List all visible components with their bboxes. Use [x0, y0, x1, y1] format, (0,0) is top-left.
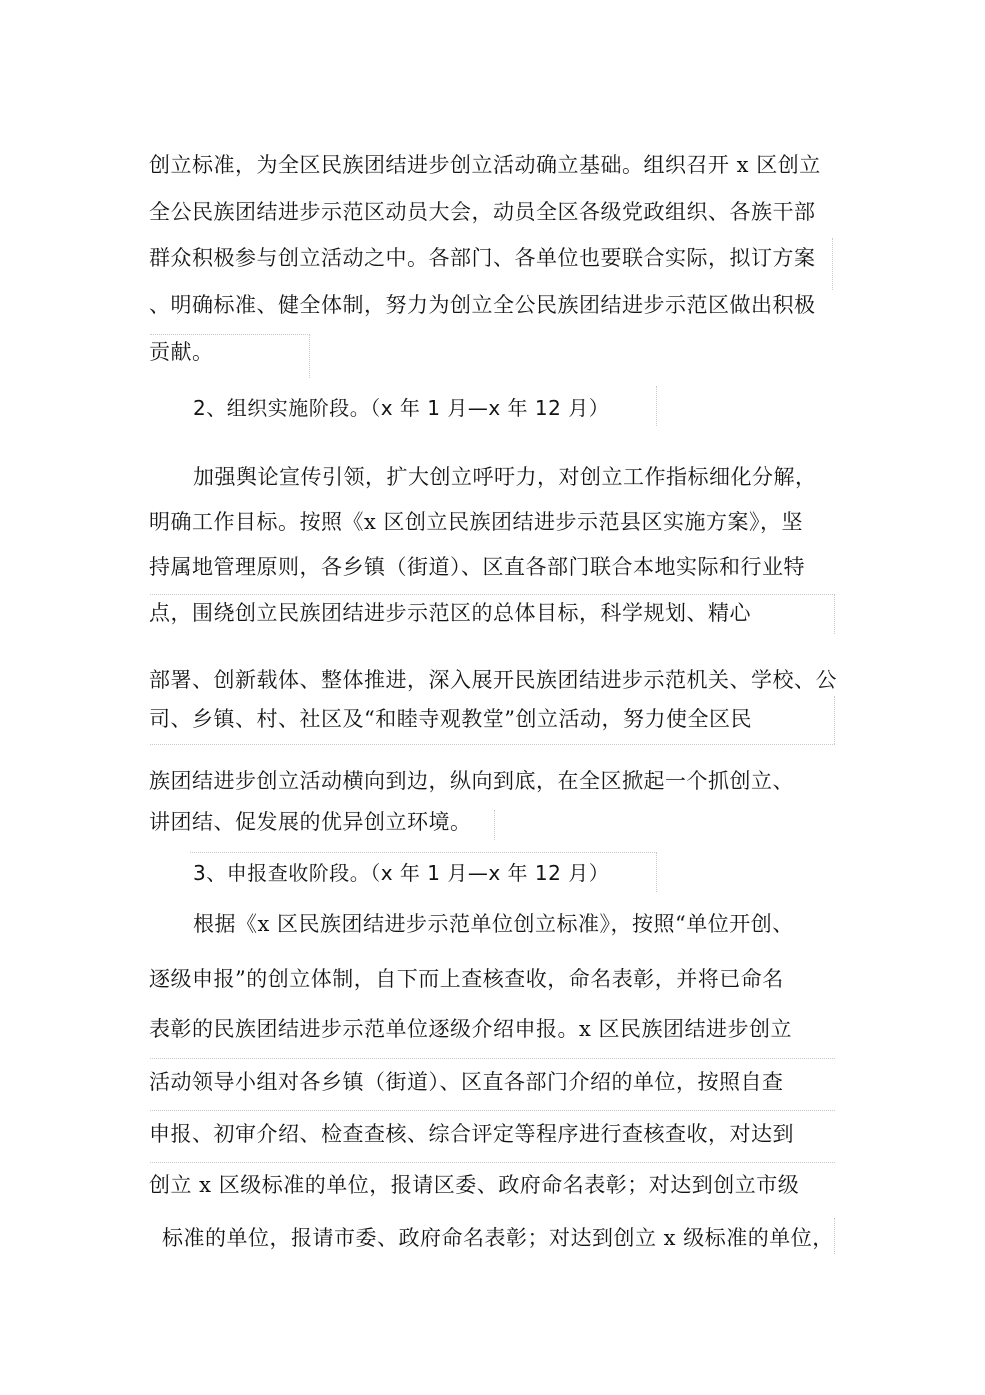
paragraph-line: 根据《x 区民族团结进步示范单位创立标准》，按照“单位开创、	[193, 912, 794, 936]
paragraph-line: 创立标准，为全区民族团结进步创立活动确立基础。组织召开 x 区创立	[149, 153, 821, 177]
scan-divider	[150, 1058, 835, 1059]
scan-divider	[834, 1218, 835, 1254]
paragraph-line: 明确工作目标。按照《x 区创立民族团结进步示范县区实施方案》，坚	[149, 510, 804, 534]
paragraph-line: 点，围绕创立民族团结进步示范区的总体目标，科学规划、精心	[149, 601, 751, 625]
scan-divider	[656, 852, 657, 892]
paragraph-line: 族团结进步创立活动横向到边，纵向到底，在全区掀起一个抓创立、	[149, 769, 794, 793]
paragraph-line: 加强舆论宣传引领，扩大创立呼吁力，对创立工作指标细化分解，	[193, 465, 817, 489]
scan-divider	[150, 334, 310, 335]
paragraph-line: 群众积极参与创立活动之中。各部门、各单位也要联合实际，拟订方案	[149, 246, 816, 270]
scan-divider	[309, 334, 310, 378]
paragraph-line: 、明确标准、健全体制，努力为创立全公民族团结进步示范区做出积极	[149, 293, 816, 317]
paragraph-line: 部署、创新载体、整体推进，深入展开民族团结进步示范机关、学校、公	[149, 668, 837, 692]
section-heading: 3、申报查收阶段。（x 年 1 月—x 年 12 月）	[193, 861, 610, 885]
paragraph-line: 贡献。	[149, 340, 214, 364]
paragraph-line: 逐级申报”的创立体制，自下而上查核查收，命名表彰，并将已命名	[149, 967, 784, 991]
scan-divider	[150, 1162, 835, 1163]
scan-divider	[832, 238, 833, 290]
scan-divider	[150, 744, 835, 745]
scan-divider	[494, 810, 495, 840]
paragraph-line: 标准的单位，报请市委、政府命名表彰；对达到创立 x 级标准的单位，	[162, 1226, 834, 1250]
paragraph-line: 持属地管理原则，各乡镇（街道）、区直各部门联合本地实际和行业特	[149, 555, 805, 579]
paragraph-line: 表彰的民族团结进步示范单位逐级介绍申报。x 区民族团结进步创立	[149, 1017, 793, 1041]
section-heading: 2、组织实施阶段。（x 年 1 月—x 年 12 月）	[193, 396, 610, 420]
scan-divider	[150, 594, 835, 595]
paragraph-line: 司、乡镇、村、社区及“和睦寺观教堂”创立活动，努力使全区民	[149, 707, 752, 731]
scan-divider	[150, 1110, 835, 1111]
paragraph-line: 活动领导小组对各乡镇（街道）、区直各部门介绍的单位，按照自查	[149, 1070, 784, 1094]
scan-divider	[834, 696, 835, 744]
paragraph-line: 全公民族团结进步示范区动员大会，动员全区各级党政组织、各族干部	[149, 200, 816, 224]
paragraph-line: 申报、初审介绍、检查查核、综合评定等程序进行查核查收，对达到	[149, 1122, 794, 1146]
paragraph-line: 创立 x 区级标准的单位，报请区委、政府命名表彰；对达到创立市级	[149, 1173, 800, 1197]
scan-divider	[656, 386, 657, 426]
scan-divider	[190, 852, 655, 853]
paragraph-line: 讲团结、促发展的优异创立环境。	[149, 810, 472, 834]
scan-divider	[834, 594, 835, 634]
